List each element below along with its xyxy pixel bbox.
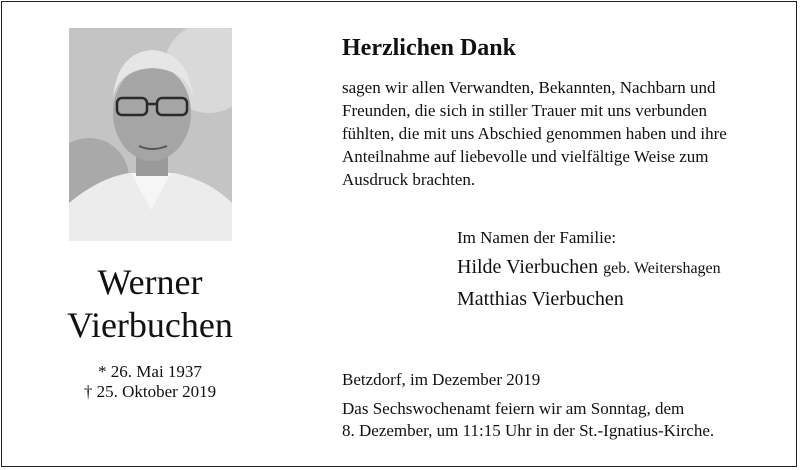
death-date: † 25. Oktober 2019 (83, 382, 217, 401)
family-member (457, 254, 721, 282)
family-label: Im Namen der Familie: (457, 228, 617, 247)
thanks-line: Freunden, die sich in stiller Trauer mit uns verbunden (342, 101, 707, 120)
thanks-message (342, 76, 782, 191)
thanks-line: fühlten, die mit uns Abschied genommen haben und ihre (342, 124, 727, 143)
thanks-heading: Herzlichen Dank (342, 35, 516, 61)
family-member-note: geb. Weitershagen (603, 260, 721, 277)
deceased-last-name: Vierbuchen (67, 305, 233, 345)
thanks-line: Ausdruck brachten. (342, 170, 476, 189)
family-member-name: Hilde Vierbuchen (457, 256, 599, 278)
service-line: 8. Dezember, um 11:15 Uhr in der St.-Ignatius-Kirche. (342, 421, 715, 440)
service-notice (342, 398, 782, 442)
birth-date: * 26. Mai 1937 (98, 362, 202, 381)
service-line: Das Sechswochenamt feiern wir am Sonntag, dem (342, 399, 685, 418)
thanks-line: Anteilnahme auf liebevolle und vielfältige Weise zum (342, 147, 709, 166)
family-member-name: Matthias Vierbuchen (457, 288, 624, 310)
deceased-first-name: Werner (97, 262, 203, 302)
family-member (457, 286, 624, 312)
portrait-photo (69, 28, 232, 241)
thanks-line: sagen wir allen Verwandten, Bekannten, Nachbarn und (342, 78, 716, 97)
place-date: Betzdorf, im Dezember 2019 (342, 370, 541, 389)
